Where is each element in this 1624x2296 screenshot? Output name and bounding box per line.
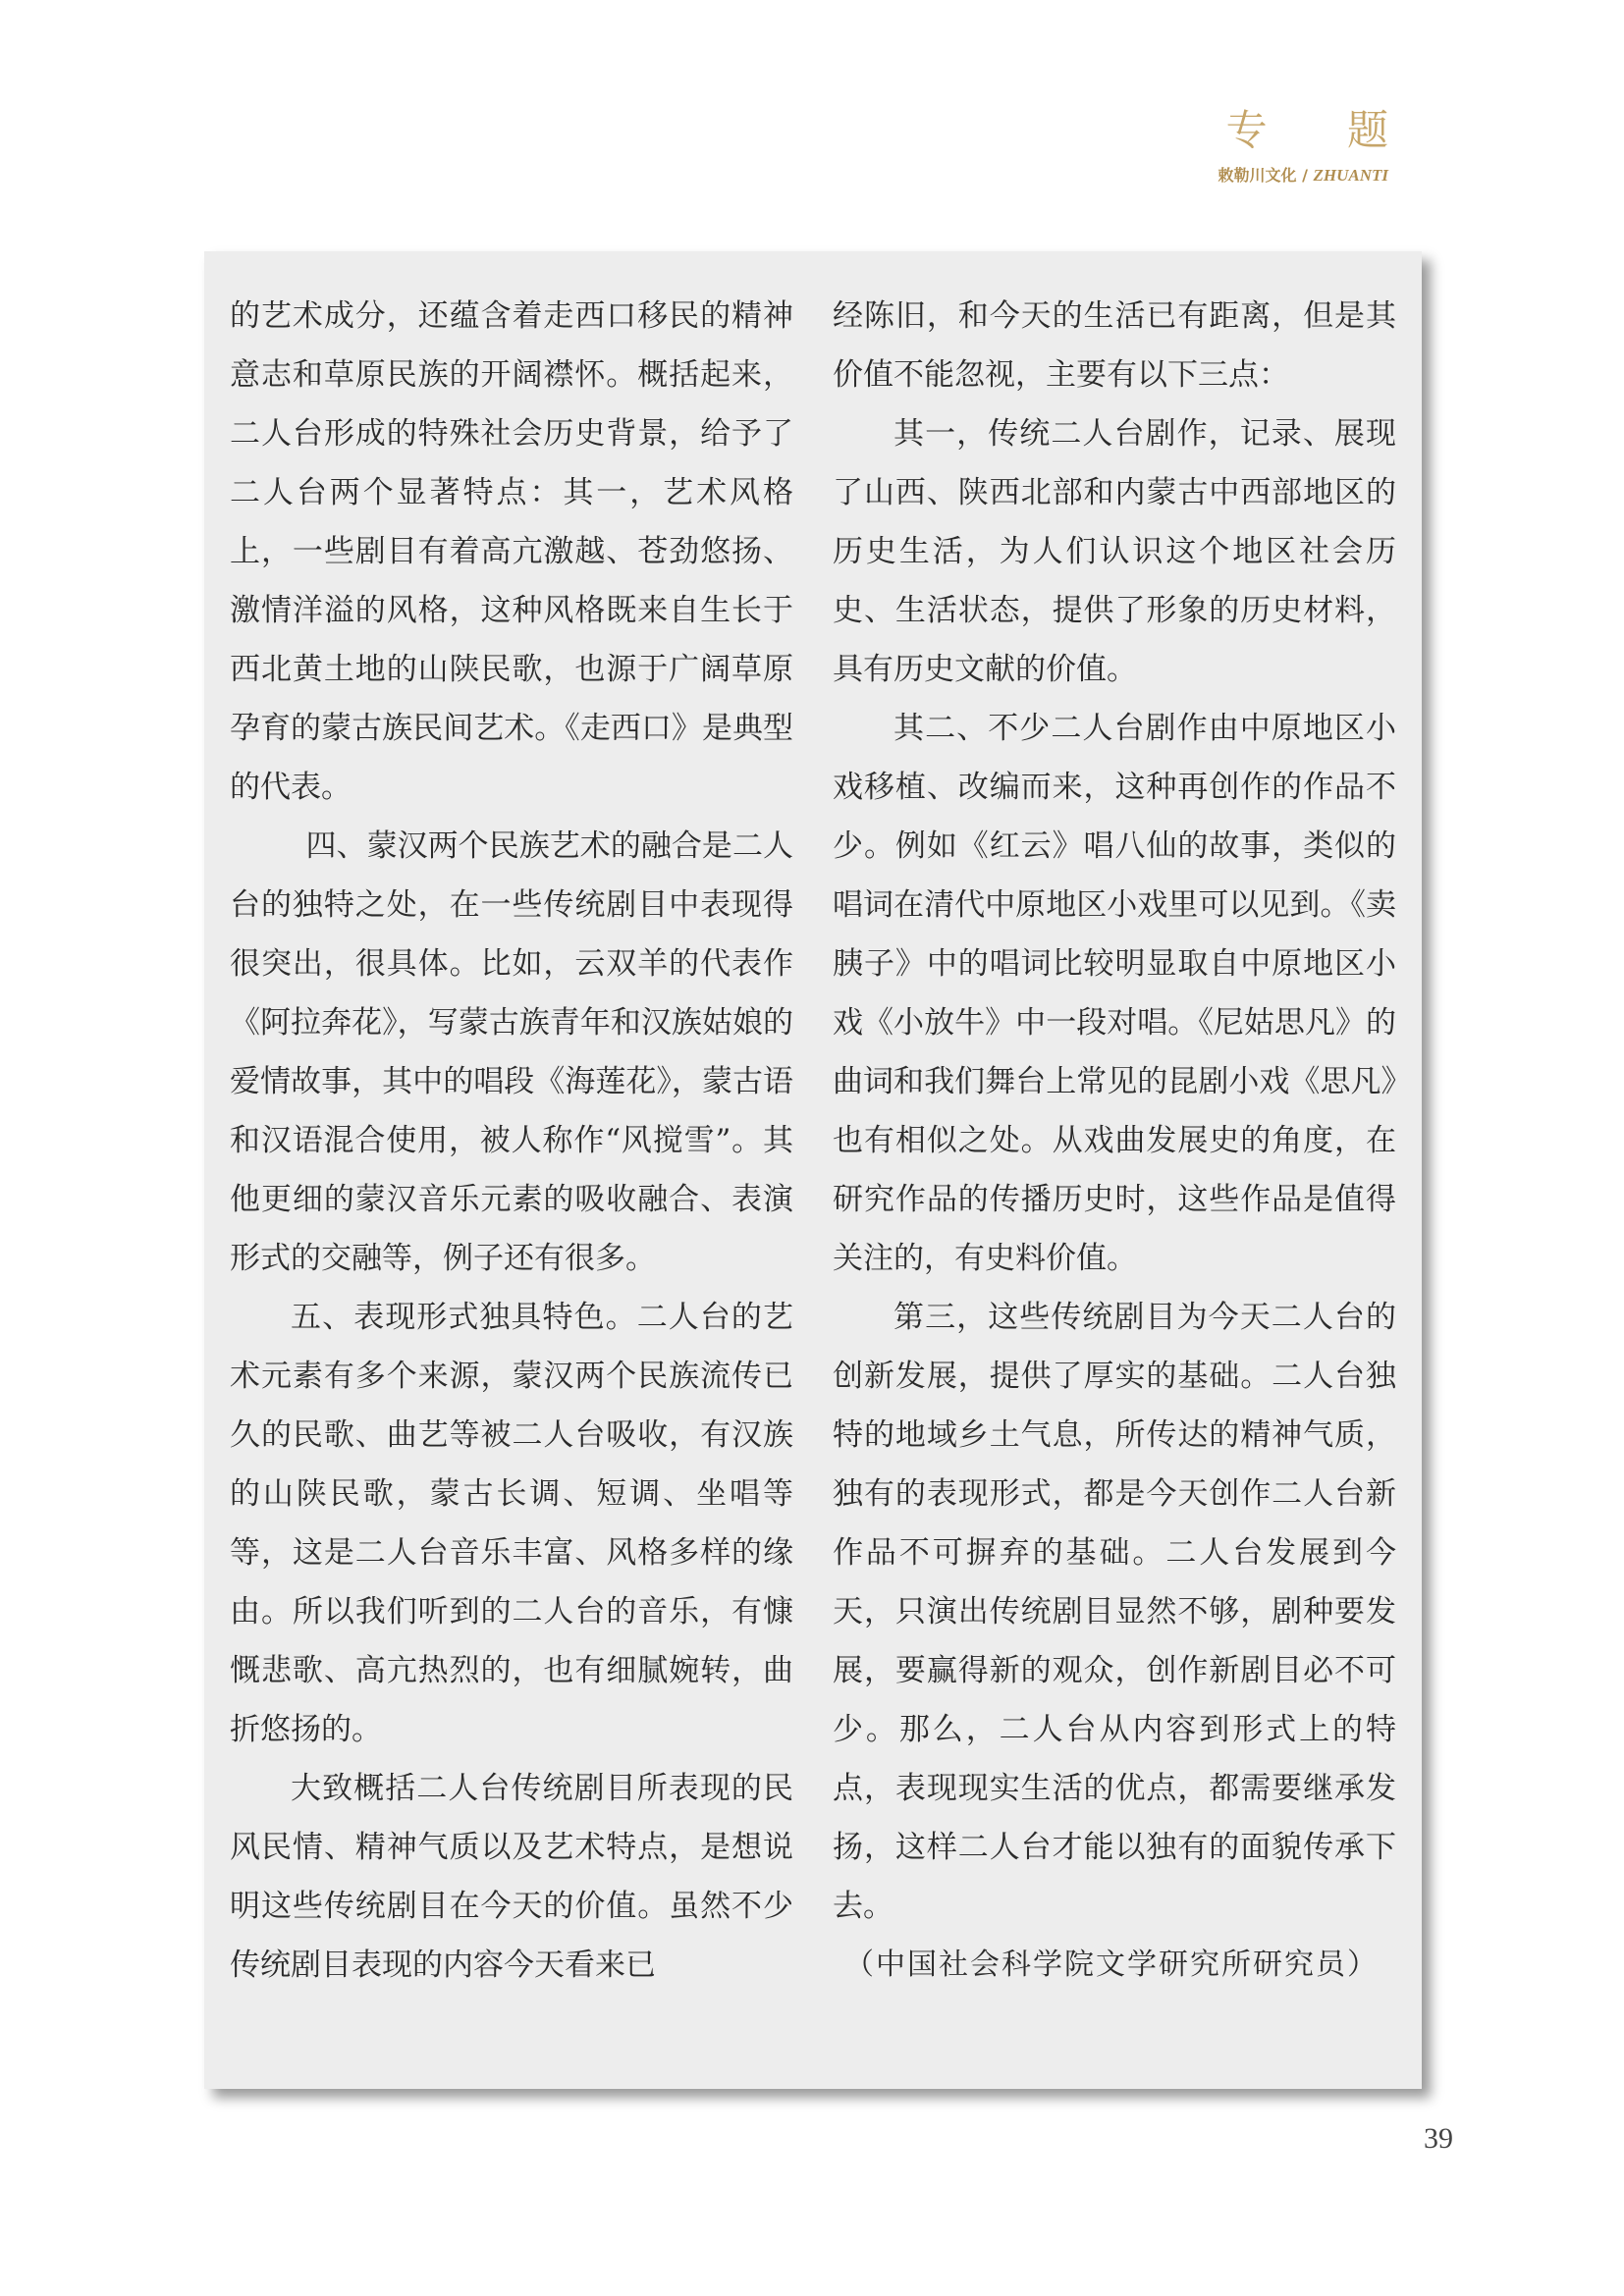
paragraph: 大致概括二人台传统剧目所表现的民风民情、精神气质以及艺术特点，是想说明这些传统剧目在今天的价值。虽然不少传统剧目表现的内容今天看来已 <box>230 1771 793 1983</box>
subtitle-en: ZHUANTI <box>1313 166 1388 185</box>
author-note: （中国社会科学院文学研究所研究员） <box>844 1948 1379 1982</box>
page-header <box>1218 106 1422 186</box>
section-subtitle <box>1218 163 1389 186</box>
paragraph: 的艺术成分，还蕴含着走西口移民的精神意志和草原民族的开阔襟怀。概括起来，二人台形成的特殊社会历史背景，给予了二人台两个显著特点：其一，艺术风格上，一些剧目有着高亢激越、苍劲悠扬、激情洋溢的风格，这种风格既来自生长于西北黄土地的山陕民歌，也源于广阔草原孕育的蒙古族民间艺术。《走西口》是典型的代表。 <box>230 298 793 805</box>
paragraph: 其二、不少二人台剧作由中原地区小戏移植、改编而来，这种再创作的作品不少。例如《红云》唱八仙的故事，类似的唱词在清代中原地区小戏里可以见到。《卖胰子》中的唱词比较明显取自中原地区小戏《小放牛》中一段对唱。《尼姑思凡》的曲词和我们舞台上常见的昆剧小戏《思凡》也有相似之处。从戏曲发展史的角度，在研究作品的传播历史时，这些作品是值得关注的，有史料价值。 <box>833 711 1396 1276</box>
section-title: 专 题 <box>1225 106 1422 154</box>
subtitle-separator: / <box>1296 166 1314 185</box>
paragraph: 经陈旧，和今天的生活已有距离，但是其价值不能忽视，主要有以下三点： <box>833 298 1396 393</box>
left-column <box>230 287 793 1995</box>
page-number: 39 <box>1424 2122 1453 2155</box>
subtitle-cn: 敕勒川文化 <box>1218 166 1297 185</box>
paragraph: 其一，传统二人台剧作，记录、展现了山西、陕西北部和内蒙古中西部地区的历史生活，为人们认识这个地区社会历史、生活状态，提供了形象的历史材料，具有历史文献的价值。 <box>833 416 1396 687</box>
right-column <box>833 287 1396 1995</box>
article-panel <box>204 251 1422 2089</box>
paragraph: 第三，这些传统剧目为今天二人台的创新发展，提供了厚实的基础。二人台独特的地域乡土气息，所传达的精神气质，独有的表现形式，都是今天创作二人台新作品不可摒弃的基础。二人台发展到今天，只演出传统剧目显然不够，剧种要发展，要赢得新的观众，创作新剧目必不可少。那么，二人台从内容到形式上的特点，表现现实生活的优点，都需要继承发扬，这样二人台才能以独有的面貌传承下去。 <box>833 1300 1396 1924</box>
paragraph: 四、蒙汉两个民族艺术的融合是二人台的独特之处，在一些传统剧目中表现得很突出，很具体。比如，云双羊的代表作《阿拉奔花》，写蒙古族青年和汉族姑娘的爱情故事，其中的唱段《海莲花》，蒙古语和汉语混合使用，被人称作“风搅雪”。其他更细的蒙汉音乐元素的吸收融合、表演形式的交融等，例子还有很多。 <box>230 828 793 1276</box>
paragraph: 五、表现形式独具特色。二人台的艺术元素有多个来源，蒙汉两个民族流传已久的民歌、曲艺等被二人台吸收，有汉族的山陕民歌，蒙古长调、短调、坐唱等等，这是二人台音乐丰富、风格多样的缘由。所以我们听到的二人台的音乐，有慷慨悲歌、高亢热烈的，也有细腻婉转，曲折悠扬的。 <box>230 1300 793 1747</box>
